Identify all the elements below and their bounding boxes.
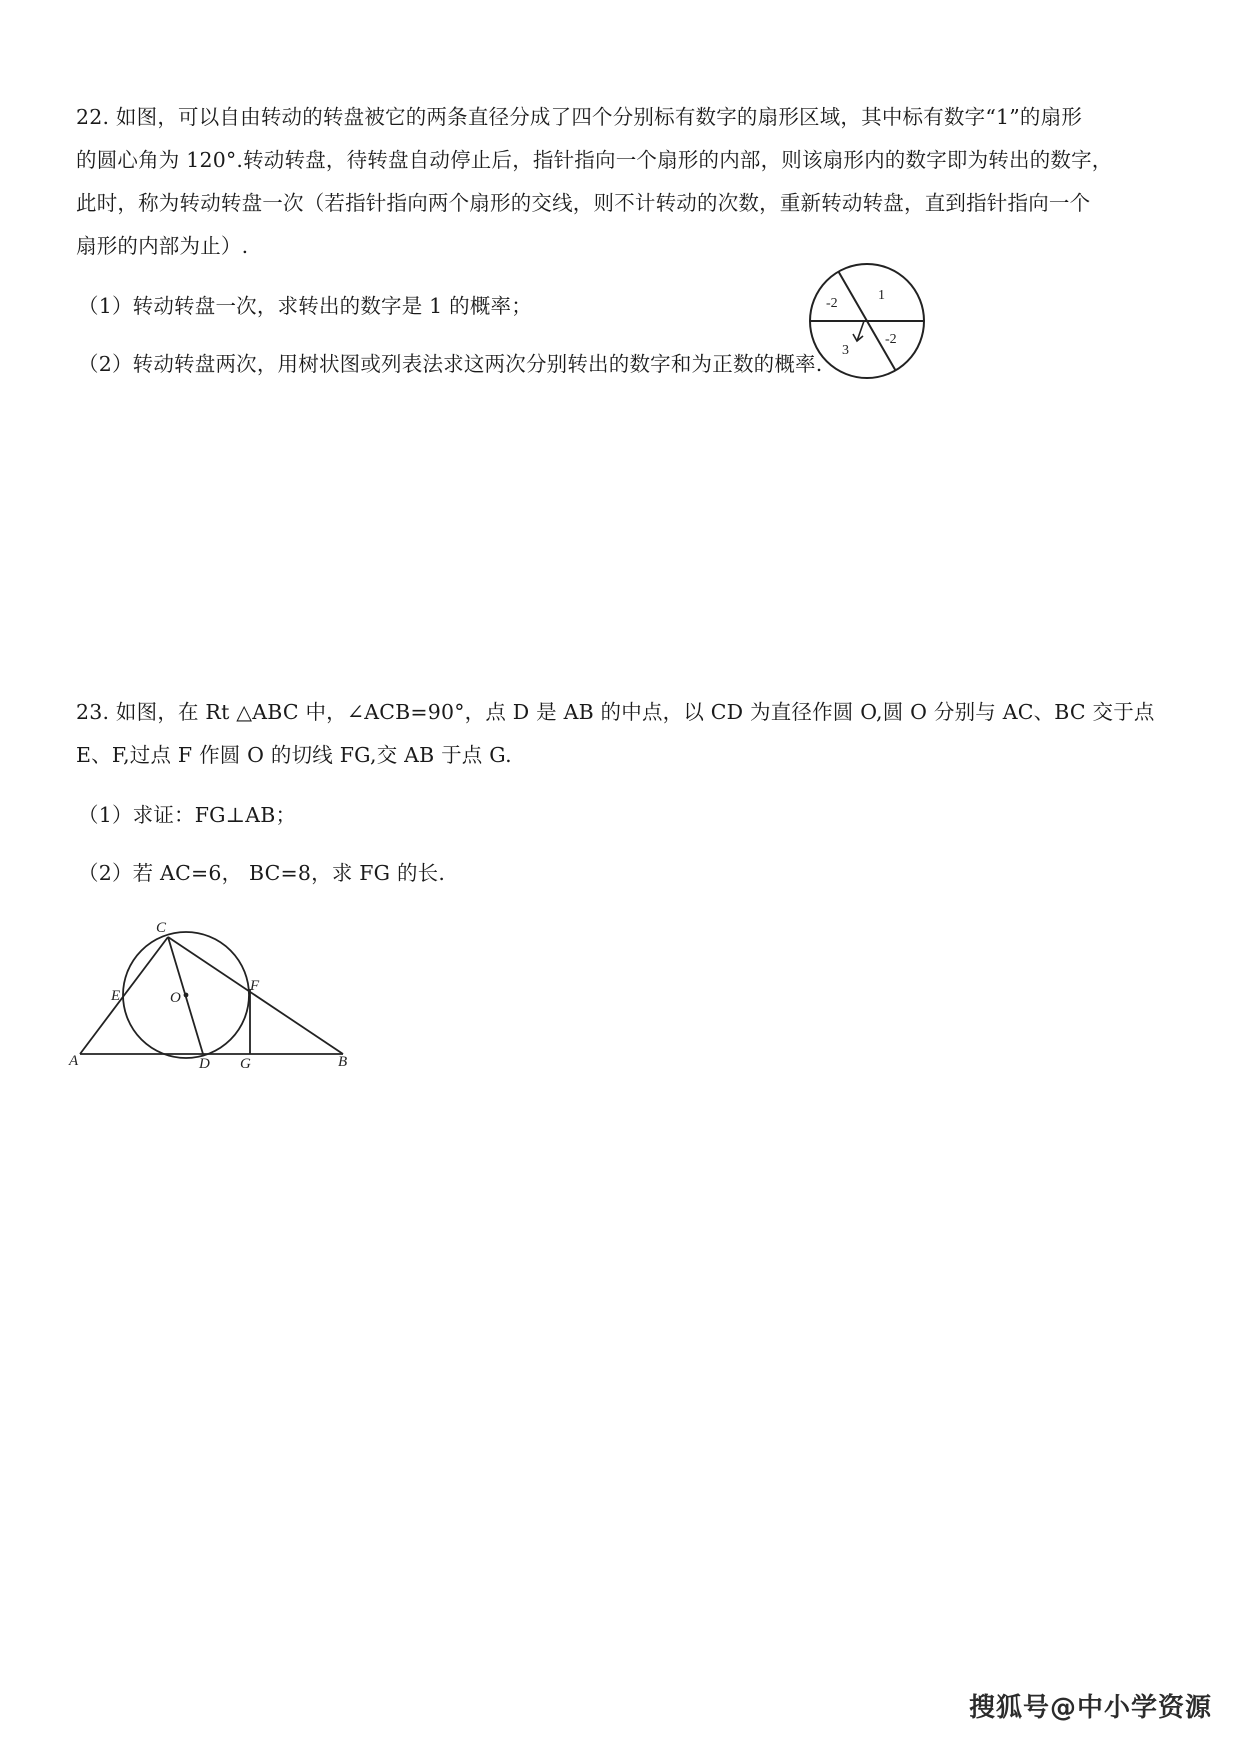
spinner-label-top-left: -2 <box>826 296 838 311</box>
spinner-label-top-right: 1 <box>878 288 885 303</box>
q22-line-4: 扇形的内部为止）. <box>76 234 249 258</box>
side-cb <box>168 937 343 1054</box>
spinner-label-bottom-left: 3 <box>842 343 849 358</box>
q23-line-2: E、F,过点 F 作圆 O 的切线 FG,交 AB 于点 G. <box>76 743 512 767</box>
q22-line-2: 的圆心角为 120°.转动转盘，待转盘自动停止后，指针指向一个扇形的内部，则该扇形内的数字即为转出的数字， <box>76 148 1113 172</box>
q23-part-1: （1）求证：FG⊥AB； <box>78 803 297 827</box>
label-e: E <box>111 988 121 1004</box>
label-d: D <box>199 1056 210 1072</box>
label-b: B <box>338 1054 348 1070</box>
label-a: A <box>69 1053 79 1069</box>
side-ac <box>80 937 168 1054</box>
q23-line-1: 23. 如图，在 Rt △ABC 中，∠ACB=90°，点 D 是 AB 的中点，以 CD 为直径作圆 O,圆 O 分别与 AC、BC 交于点 <box>76 700 1155 724</box>
spinner-label-bottom-right: -2 <box>885 332 897 347</box>
q22-line-1: 22. 如图，可以自由转动的转盘被它的两条直径分成了四个分别标有数字的扇形区域，其中标有数字“1”的扇形 <box>76 105 1083 129</box>
watermark-text: 搜狐号@中小学资源 <box>968 1693 1212 1723</box>
label-o: O <box>170 990 181 1006</box>
q23-part-2: （2）若 AC=6， BC=8，求 FG 的长. <box>78 861 446 885</box>
triangle-circle-figure <box>60 910 370 1075</box>
label-f: F <box>250 978 260 994</box>
spinner-figure <box>800 255 935 390</box>
center-o-dot <box>184 993 189 998</box>
q22-part-2: （2）转动转盘两次，用树状图或列表法求这两次分别转出的数字和为正数的概率. <box>78 352 823 376</box>
q22-part-1: （1）转动转盘一次，求转出的数字是 1 的概率； <box>78 294 532 318</box>
label-g: G <box>240 1056 251 1072</box>
label-c: C <box>156 920 167 936</box>
q22-line-3: 此时，称为转动转盘一次（若指针指向两个扇形的交线，则不计转动的次数，重新转动转盘，直到指针指向一个 <box>76 191 1091 215</box>
